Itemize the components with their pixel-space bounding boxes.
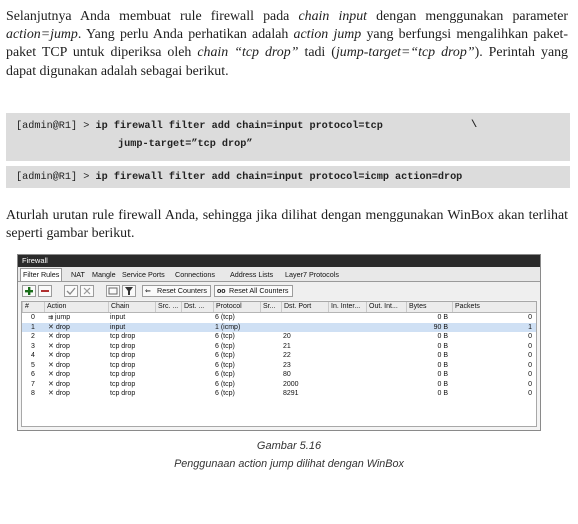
text: yang berfungsi mengalihkan paket-paket TCP untuk diperiksa oleh — [6, 27, 569, 61]
drop-icon: ✕ — [48, 390, 54, 397]
cell-packets: 0 — [528, 342, 532, 350]
col-header-dst-port[interactable]: Dst. Port — [281, 302, 328, 312]
italic-term: chain “tcp drop” — [197, 45, 299, 61]
figure-number: Gambar 5.16 — [256, 440, 322, 452]
table-row[interactable] — [22, 313, 536, 322]
cell-dst-port: 22 — [283, 352, 291, 359]
enable-button[interactable] — [64, 285, 78, 297]
cell-protocol: 6 (tcp) — [215, 371, 235, 378]
table-row[interactable] — [22, 323, 536, 332]
cell-chain: tcp drop — [110, 352, 136, 359]
text: dengan menggunakan parameter — [367, 9, 568, 24]
col-header-dst[interactable]: Dst. ... — [181, 302, 213, 312]
toolbar — [18, 282, 540, 300]
code-line-1 — [16, 121, 383, 132]
cell-num: 0 — [31, 314, 35, 321]
cell-packets: 1 — [528, 323, 532, 331]
code-command: ip firewall filter add chain=input protocol=icmp action=drop — [95, 172, 463, 183]
cell-dst-port: 2000 — [283, 380, 299, 388]
button-label: Reset All Counters — [229, 286, 289, 295]
cell-bytes: 0 B — [437, 371, 448, 378]
cell-packets: 0 — [528, 361, 532, 369]
cell-dst-port: 20 — [283, 333, 291, 340]
code-prompt: [admin@R1] > — [16, 172, 96, 183]
cell-protocol: 6 (tcp) — [215, 342, 235, 350]
code-prompt: [admin@R1] > — [16, 121, 96, 132]
drop-icon: ✕ — [48, 361, 54, 369]
cell-action: drop — [55, 342, 70, 350]
tab-service-ports[interactable]: Service Ports — [122, 270, 165, 279]
cell-bytes: 90 B — [433, 323, 448, 331]
add-button[interactable] — [22, 285, 36, 297]
table-header — [22, 302, 536, 313]
col-header-in-interface[interactable]: In. Inter... — [328, 302, 366, 312]
cell-dst-port: 8291 — [283, 390, 299, 397]
cell-num: 2 — [31, 333, 35, 340]
code-line-2 — [118, 139, 253, 150]
cell-chain: tcp drop — [110, 371, 136, 378]
cell-protocol: 6 (tcp) — [215, 314, 235, 321]
cell-action: jump — [54, 314, 71, 321]
cell-bytes: 0 B — [437, 390, 448, 397]
plus-icon — [23, 286, 35, 296]
cell-protocol: 6 (tcp) — [215, 352, 235, 359]
cell-chain: input — [110, 323, 126, 331]
cell-num: 1 — [31, 323, 35, 331]
text: Selanjutnya Anda membuat rule firewall pada — [6, 9, 299, 24]
cell-action: drop — [55, 333, 70, 340]
table-row[interactable] — [22, 351, 536, 360]
tab-bar — [18, 267, 540, 282]
cell-bytes: 0 B — [437, 314, 448, 321]
cell-chain: input — [110, 314, 126, 321]
tab-nat[interactable]: NAT — [71, 270, 85, 279]
cell-bytes: 0 B — [437, 342, 448, 350]
cell-bytes: 0 B — [437, 380, 448, 388]
code-command: jump-target=”tcp drop” — [118, 139, 253, 150]
cell-dst-port: 21 — [283, 342, 291, 350]
italic-term: chain input — [298, 9, 368, 24]
cell-num: 3 — [31, 342, 35, 350]
funnel-icon — [123, 286, 135, 296]
cell-num: 8 — [31, 390, 35, 397]
table-row[interactable] — [22, 332, 536, 341]
cell-num: 5 — [31, 361, 35, 369]
reset-counters-button[interactable] — [142, 285, 211, 297]
cell-num: 6 — [31, 371, 35, 378]
minus-icon — [39, 286, 51, 296]
reset-all-counters-button[interactable] — [214, 285, 293, 297]
cell-packets: 0 — [528, 333, 532, 340]
cell-packets: 0 — [528, 352, 532, 359]
col-header-bytes[interactable]: Bytes — [406, 302, 452, 312]
check-icon — [65, 286, 77, 296]
text: tadi ( — [298, 45, 336, 61]
drop-icon: ✕ — [48, 371, 54, 378]
tab-layer7-protocols[interactable]: Layer7 Protocols — [285, 270, 339, 279]
table-row[interactable] — [22, 380, 536, 389]
cell-packets: 0 — [528, 314, 532, 321]
drop-icon: ✕ — [48, 352, 54, 359]
col-header-num[interactable]: # — [22, 302, 44, 312]
disable-button[interactable] — [80, 285, 94, 297]
cell-protocol: 6 (tcp) — [215, 380, 235, 388]
cell-action: drop — [55, 361, 70, 369]
filter-button[interactable] — [122, 285, 136, 297]
cell-bytes: 0 B — [437, 361, 448, 369]
cell-chain: tcp drop — [110, 380, 136, 388]
button-label: Reset Counters — [157, 286, 207, 295]
cell-packets: 0 — [528, 380, 532, 388]
cell-num: 4 — [31, 352, 35, 359]
drop-icon: ✕ — [48, 333, 54, 340]
text: . Yang perlu Anda perhatikan adalah — [77, 27, 294, 43]
col-header-protocol[interactable]: Protocol — [213, 302, 260, 312]
table-row[interactable] — [22, 342, 536, 351]
cell-bytes: 0 B — [437, 352, 448, 359]
code-block-2 — [6, 166, 570, 188]
cell-protocol: 6 (tcp) — [215, 333, 235, 340]
col-header-out-interface[interactable]: Out. Int... — [366, 302, 406, 312]
text: ). Perintah yang dapat digunakan adalah sebagai berikut. — [6, 45, 568, 79]
tab-address-lists[interactable]: Address Lists — [230, 270, 274, 279]
comment-icon — [107, 286, 119, 296]
cross-icon — [81, 286, 93, 296]
cell-chain: tcp drop — [110, 333, 136, 340]
code-line-3 — [16, 172, 462, 183]
winbox-firewall-window — [17, 254, 541, 431]
line-continuation: \ — [471, 120, 478, 131]
cell-action: drop — [55, 371, 70, 378]
cell-chain: tcp drop — [110, 390, 136, 397]
cell-protocol: 1 (icmp) — [215, 323, 241, 331]
cell-action: drop — [55, 352, 70, 359]
col-header-chain[interactable]: Chain — [108, 302, 155, 312]
cell-packets: 0 — [528, 390, 532, 397]
rules-table — [21, 301, 537, 427]
window-title: Firewall — [18, 255, 540, 267]
drop-icon: ✕ — [48, 380, 54, 388]
italic-term: action=jump — [6, 27, 78, 43]
tab-connections[interactable]: Connections — [175, 270, 215, 279]
italic-term: jump-target=“tcp drop” — [335, 45, 475, 61]
table-row[interactable] — [22, 370, 536, 379]
cell-chain: tcp drop — [110, 361, 136, 369]
table-row[interactable] — [22, 361, 536, 370]
col-header-src[interactable]: Src. ... — [155, 302, 181, 312]
tab-filter-rules[interactable]: Filter Rules — [20, 268, 62, 281]
comment-button[interactable] — [106, 285, 120, 297]
cell-num: 7 — [31, 380, 35, 388]
paragraph-instruction: Aturlah urutan rule firewall Anda, sehingga jika dilihat dengan menggunakan WinBox akan terlihat seperti gambar berikut. — [6, 208, 568, 242]
cell-chain: tcp drop — [110, 342, 136, 350]
cell-action: drop — [55, 380, 70, 388]
cell-bytes: 0 B — [437, 333, 448, 340]
reset-all-icon: oo — [217, 288, 226, 295]
cell-dst-port: 23 — [283, 361, 291, 369]
cell-protocol: 6 (tcp) — [215, 361, 235, 369]
drop-icon: ✕ — [48, 323, 54, 331]
drop-icon: ✕ — [48, 342, 54, 350]
code-block-1 — [6, 113, 570, 161]
cell-dst-port: 80 — [283, 371, 291, 378]
col-header-packets[interactable]: Packets — [452, 302, 536, 312]
col-header-src-port[interactable]: Sr... — [260, 302, 281, 312]
cell-action: drop — [55, 390, 70, 397]
cell-packets: 0 — [528, 371, 532, 378]
table-row[interactable] — [22, 389, 536, 398]
cell-protocol: 6 (tcp) — [215, 390, 235, 397]
remove-button[interactable] — [38, 285, 52, 297]
col-header-action[interactable]: Action — [44, 302, 108, 312]
paragraph-intro — [6, 8, 568, 81]
tab-mangle[interactable]: Mangle — [92, 270, 116, 279]
reset-icon: ⇐ — [145, 288, 151, 295]
code-command: ip firewall filter add chain=input protocol=tcp — [95, 121, 383, 132]
italic-term: action jump — [293, 27, 362, 43]
jump-icon: ⇉ — [48, 315, 54, 321]
figure-description: Penggunaan action jump dilihat dengan WinBox — [174, 458, 404, 470]
cell-action: drop — [55, 323, 70, 331]
